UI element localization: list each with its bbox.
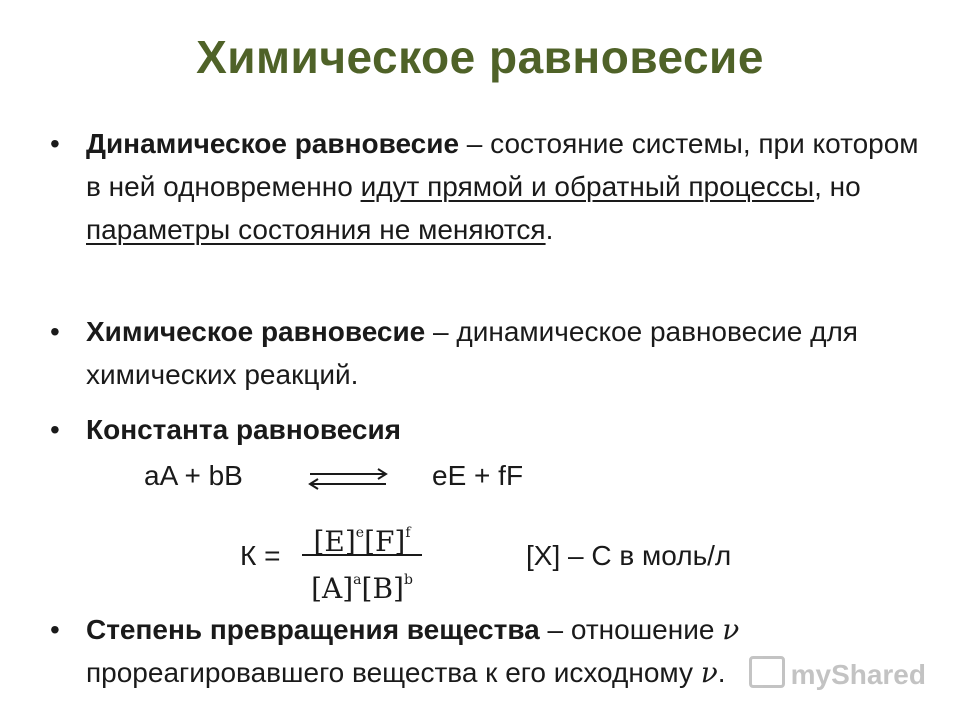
bullet-text: .	[545, 214, 554, 245]
term-dynamic-equilibrium: Динамическое равновесие	[86, 128, 460, 159]
term-equilibrium-constant: Константа равновесия	[86, 414, 402, 445]
bullet-chemical-equilibrium	[48, 310, 928, 396]
products: eE + fF	[432, 460, 524, 491]
watermark	[749, 656, 926, 691]
bullet-equilibrium-constant	[48, 408, 401, 451]
reactants: aA + bB	[144, 460, 243, 491]
term-chemical-equilibrium: Химическое равновесие	[86, 316, 426, 347]
slide-title: Химическое равновесие	[196, 31, 764, 83]
term-conversion-degree: Степень превращения вещества	[86, 614, 540, 645]
watermark-text: myShared	[790, 659, 926, 690]
bullet-text: прореагировавшего вещества к его исходному	[86, 657, 701, 688]
bullet-text: – состояние системы, при котором в ней одновременно	[86, 128, 919, 202]
bullet-text: – отношение	[539, 614, 723, 645]
concentration-units: [X] – C в моль/л	[526, 540, 732, 571]
conc-B: [B]	[361, 572, 404, 605]
exponent-e: e	[355, 525, 365, 541]
conc-E: [E]	[313, 525, 356, 558]
nu-symbol: ν	[722, 613, 740, 646]
exponent-b: b	[403, 572, 413, 588]
underlined-text: параметры состояния не меняются	[86, 214, 546, 245]
fraction	[298, 510, 426, 605]
k-label: К =	[240, 540, 281, 571]
conc-F: [F]	[364, 525, 406, 558]
bullet-text: .	[717, 657, 726, 688]
underlined-text: идут прямой и обратный процессы	[360, 171, 815, 202]
presentation-icon	[749, 656, 785, 688]
bullet-text: , но	[814, 171, 861, 202]
exponent-f: f	[405, 525, 411, 541]
conc-A: [A]	[311, 572, 354, 605]
bullet-text: – динамическое равновесие для химических реакций.	[86, 316, 858, 390]
equilibrium-arrows-icon	[306, 466, 390, 490]
numerator	[298, 510, 426, 558]
exponent-a: a	[353, 572, 362, 588]
nu-symbol: ν	[700, 656, 718, 689]
denominator	[298, 558, 426, 605]
bullet-dynamic-equilibrium	[48, 122, 928, 251]
